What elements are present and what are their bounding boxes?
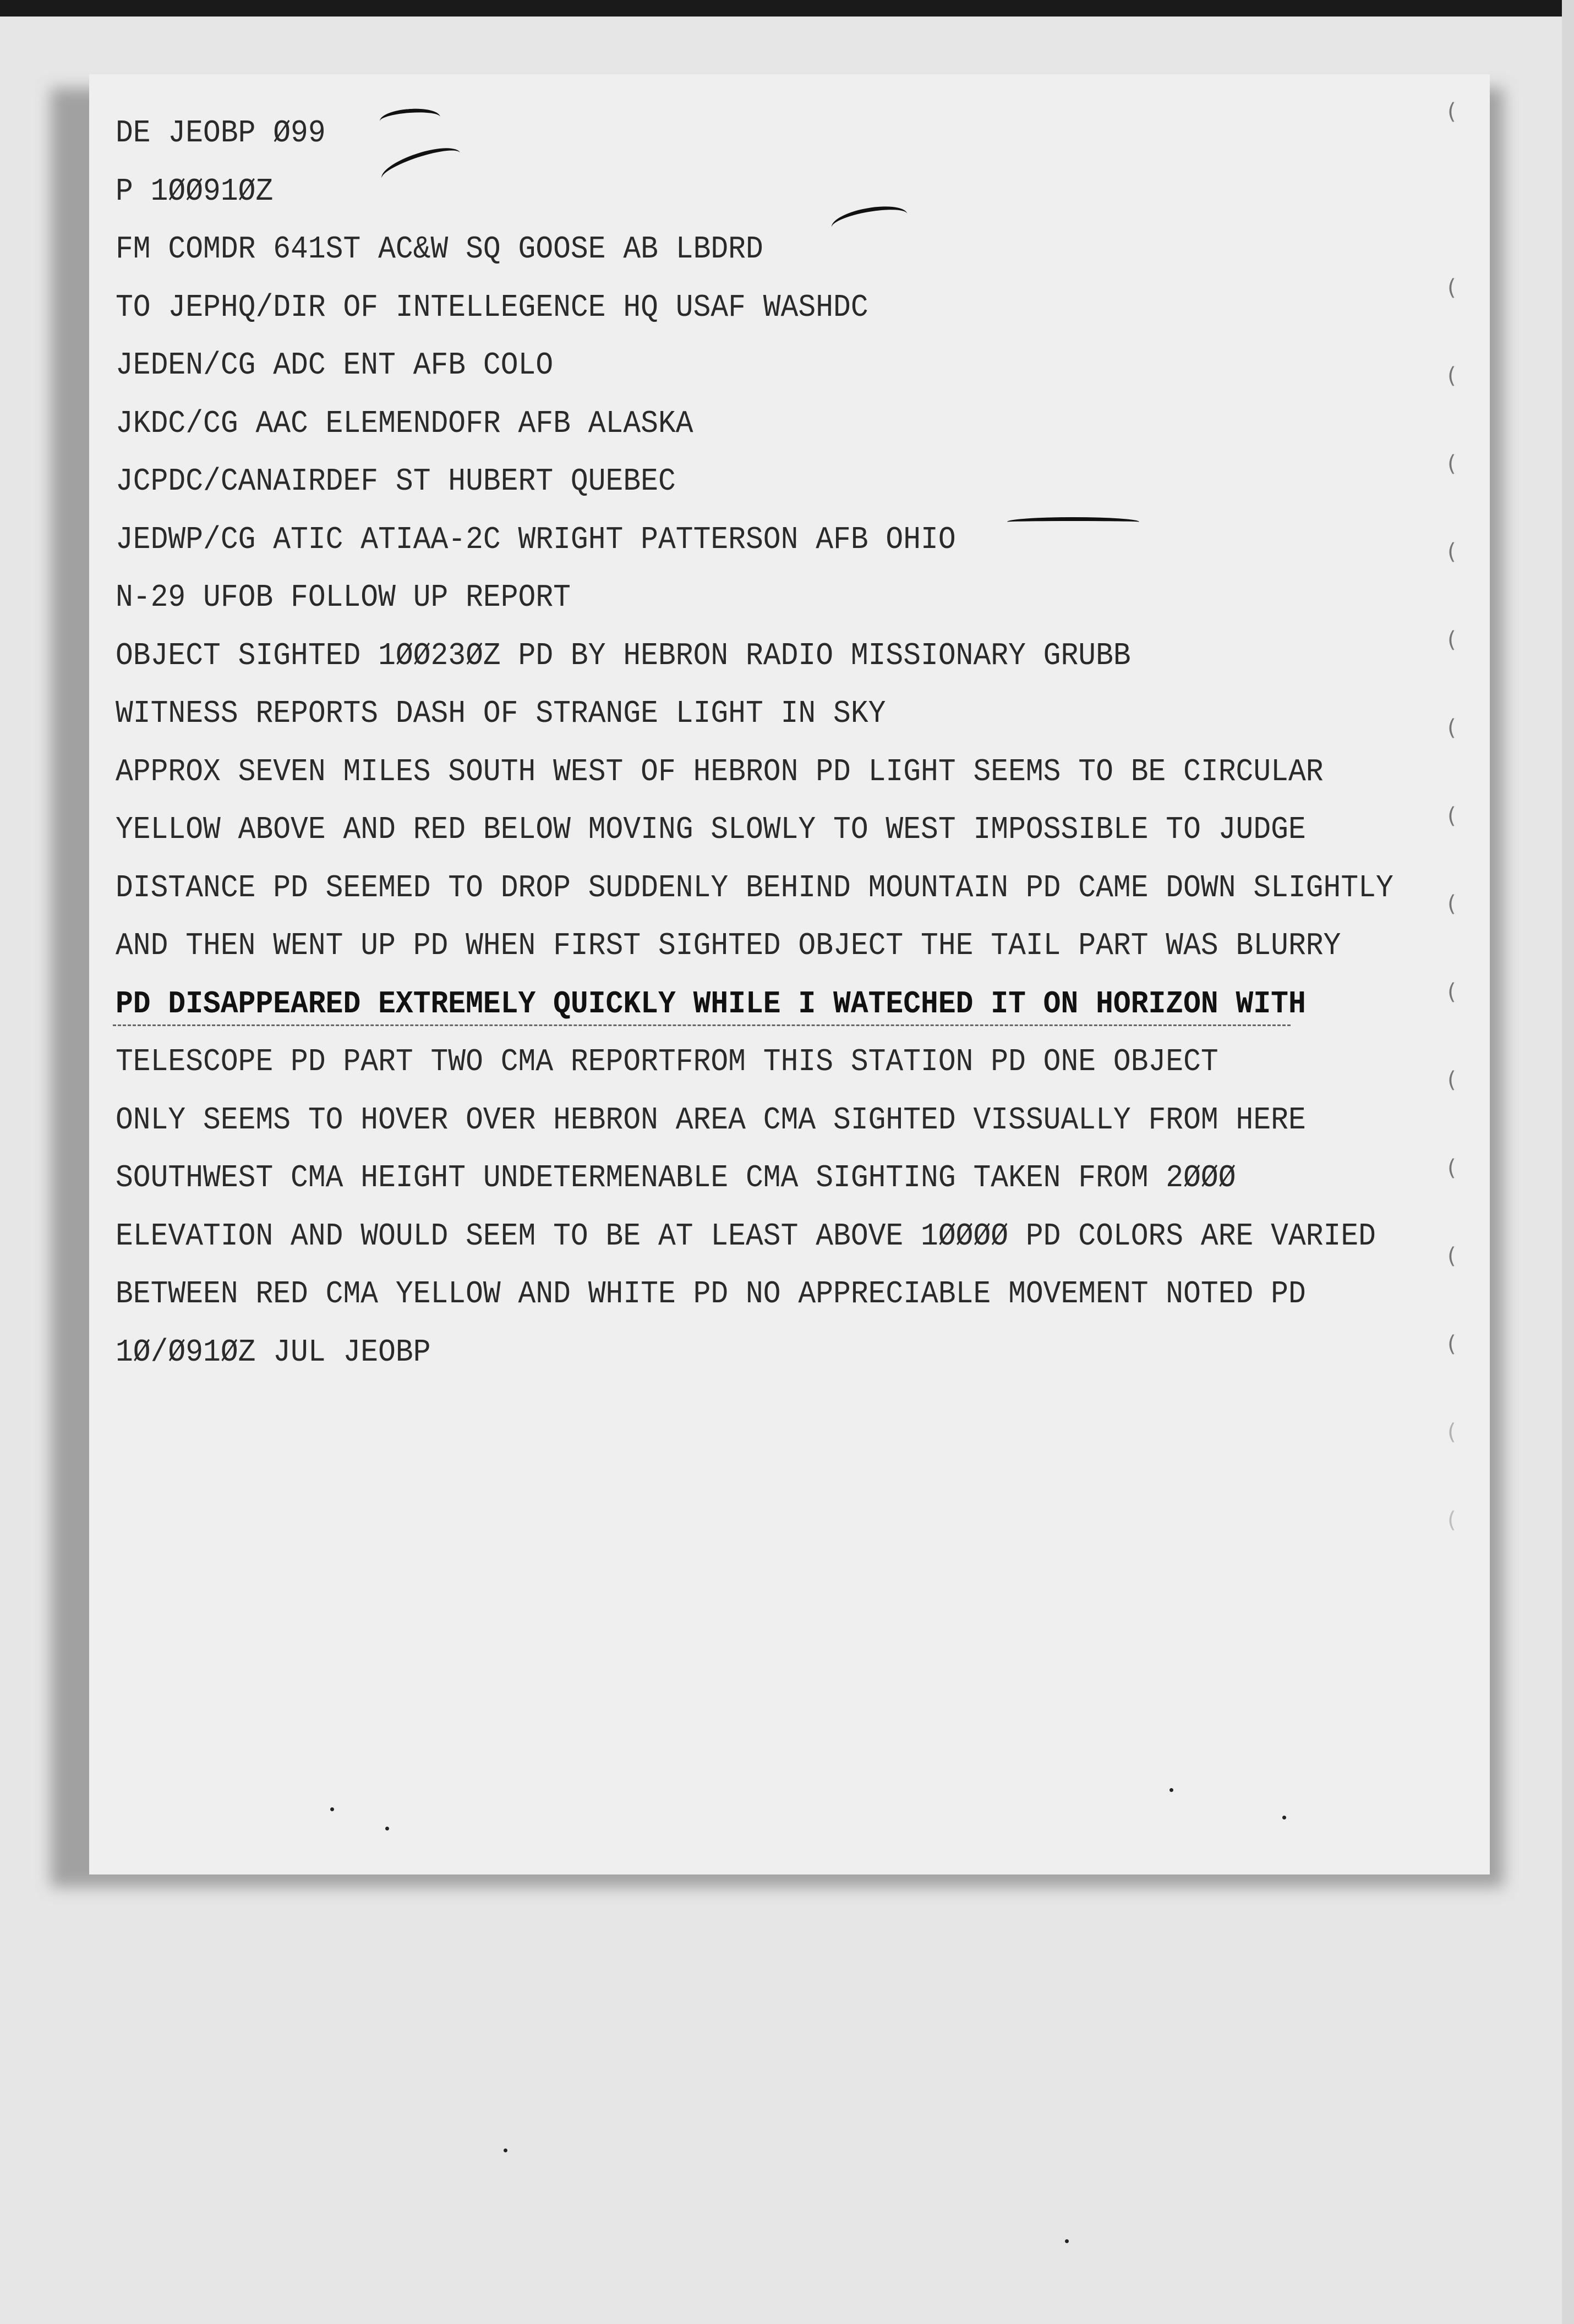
teletype-message xyxy=(116,105,1393,1382)
message-line: N-29 UFOB FOLLOW UP REPORT xyxy=(116,579,571,616)
ink-speck xyxy=(1169,1788,1173,1792)
message-line: TO JEPHQ/DIR OF INTELLEGENCE HQ USAF WASHDC xyxy=(116,289,868,325)
message-line: SOUTHWEST CMA HEIGHT UNDETERMENABLE CMA SIGHTING TAKEN FROM 2ØØØ xyxy=(116,1160,1236,1196)
message-line: P 1ØØ91ØZ xyxy=(116,173,274,209)
feed-hole-mark: ( xyxy=(1447,1508,1456,1533)
message-line: JEDEN/CG ADC ENT AFB COLO xyxy=(116,347,554,383)
feed-hole-mark: ( xyxy=(1447,1331,1456,1357)
feed-hole-mark: ( xyxy=(1447,891,1456,917)
feed-hole-mark: ( xyxy=(1447,1067,1456,1093)
scan-border-top xyxy=(0,0,1574,17)
feed-hole-mark: ( xyxy=(1447,363,1456,388)
message-line: JEDWP/CG ATIC ATIAA-2C WRIGHT PATTERSON AFB OHIO xyxy=(116,522,956,557)
feed-hole-mark: ( xyxy=(1447,99,1456,124)
ink-speck xyxy=(385,1827,389,1830)
feed-hole-mark: ( xyxy=(1447,1243,1456,1269)
message-line: APPROX SEVEN MILES SOUTH WEST OF HEBRON PD LIGHT SEEMS TO BE CIRCULAR xyxy=(116,754,1324,790)
feed-hole-mark: ( xyxy=(1447,451,1456,476)
message-line: 1Ø/Ø91ØZ JUL JEOBP xyxy=(116,1334,431,1370)
message-line: DISTANCE PD SEEMED TO DROP SUDDENLY BEHIND MOUNTAIN PD CAME DOWN SLIGHTLY xyxy=(116,870,1393,906)
feed-hole-mark: ( xyxy=(1447,275,1456,300)
message-line: FM COMDR 641ST AC&W SQ GOOSE AB LBDRD xyxy=(116,231,763,267)
message-line: ONLY SEEMS TO HOVER OVER HEBRON AREA CMA SIGHTED VISSUALLY FROM HERE xyxy=(116,1102,1306,1138)
feed-hole-mark: ( xyxy=(1447,1155,1456,1181)
feed-hole-mark: ( xyxy=(1447,539,1456,564)
message-line: BETWEEN RED CMA YELLOW AND WHITE PD NO APPRECIABLE MOVEMENT NOTED PD xyxy=(116,1276,1306,1312)
message-line: DE JEOBP Ø99 xyxy=(116,115,326,151)
message-line: ELEVATION AND WOULD SEEM TO BE AT LEAST ABOVE 1ØØØØ PD COLORS ARE VARIED xyxy=(116,1218,1376,1254)
message-line: YELLOW ABOVE AND RED BELOW MOVING SLOWLY TO WEST IMPOSSIBLE TO JUDGE xyxy=(116,812,1306,848)
feed-hole-mark: ( xyxy=(1447,627,1456,653)
message-line: PD DISAPPEARED EXTREMELY QUICKLY WHILE I WATECHED IT ON HORIZON WITH xyxy=(116,986,1306,1022)
scan-border-right xyxy=(1562,0,1574,2324)
ink-speck xyxy=(1282,1816,1286,1819)
feed-hole-mark: ( xyxy=(1447,803,1456,829)
feed-hole-mark: ( xyxy=(1447,715,1456,741)
message-line: OBJECT SIGHTED 1ØØ23ØZ PD BY HEBRON RADIO MISSIONARY GRUBB xyxy=(116,638,1131,673)
message-line: JKDC/CG AAC ELEMENDOFR AFB ALASKA xyxy=(116,405,693,441)
ink-speck xyxy=(504,2148,507,2152)
message-line: JCPDC/CANAIRDEF ST HUBERT QUEBEC xyxy=(116,463,676,500)
feed-hole-mark: ( xyxy=(1447,979,1456,1005)
message-line: TELESCOPE PD PART TWO CMA REPORTFROM THIS STATION PD ONE OBJECT xyxy=(116,1044,1218,1080)
ink-speck xyxy=(330,1807,334,1811)
message-line: WITNESS REPORTS DASH OF STRANGE LIGHT IN SKY xyxy=(116,695,886,732)
feed-hole-mark: ( xyxy=(1447,1419,1456,1445)
ink-speck xyxy=(1065,2239,1069,2243)
message-line: AND THEN WENT UP PD WHEN FIRST SIGHTED OBJECT THE TAIL PART WAS BLURRY xyxy=(116,928,1341,964)
